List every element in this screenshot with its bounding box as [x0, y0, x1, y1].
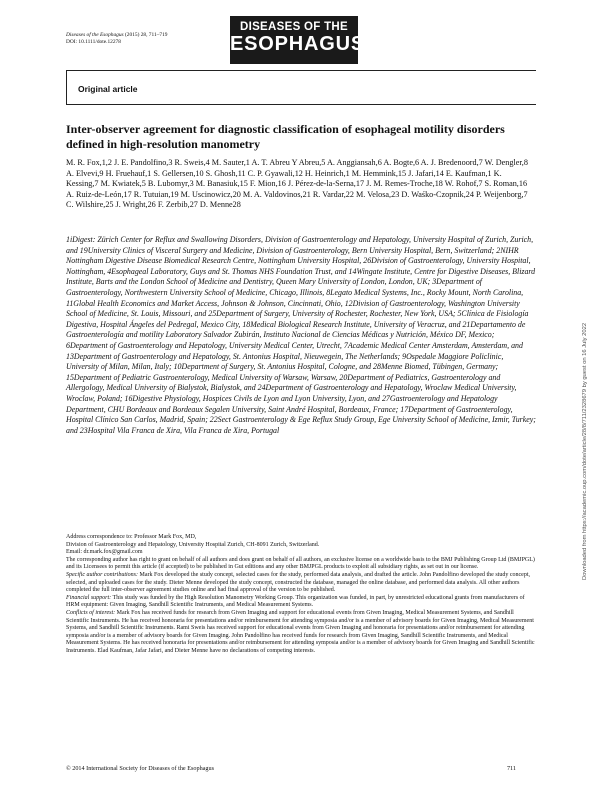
- contrib-label: Specific author contributions:: [66, 571, 138, 578]
- license-statement: The corresponding author has right to grant on behalf of all authors and does grant on behalf of all authors, an exclusive license on a worldwide basis to the BMJ Publishing Group Ltd (BMJPGL) and its Licensees to permit this article (if accepted) to be published in Gut editions and any other BMJPGL products to exploit all subsidiary rights, as set out in our license.: [66, 556, 535, 571]
- logo-line-1: DISEASES OF THE: [239, 21, 349, 33]
- journal-logo: [230, 16, 366, 64]
- page-number: 711: [506, 765, 516, 772]
- financial-support: [66, 595, 536, 610]
- financial-text: This study was funded by the High Resolution Manometry Working Group. This organization was funded, in part, by unrestricted educational grants from manufacturers of HRM equipment: Given Imaging, Sandhill Scientific Instruments, and Medical Measurement Systems.: [66, 594, 525, 609]
- financial-label: Financial support:: [66, 594, 112, 601]
- article-type: Original article: [78, 84, 138, 94]
- header-rule-bottom: [66, 104, 536, 105]
- header-rule-top: [66, 70, 536, 71]
- page-footer: [66, 765, 516, 772]
- logo-line-2: ESOPHAGUS: [230, 33, 366, 55]
- journal-name: Diseases of the Esophagus: [66, 32, 124, 38]
- correspondence-address: Address correspondence to: Professor Mark Fox, MD,: [66, 534, 197, 540]
- copyright: © 2014 International Society for Diseases of the Esophagus: [66, 765, 215, 772]
- journal-volume: (2015) 28, 711–719: [123, 32, 168, 38]
- author-contributions: [66, 572, 536, 595]
- download-watermark: Downloaded from https://academic.oup.com/dote/article/28/8/711/2328679 by guest on 16 July 2022: [582, 322, 588, 580]
- affiliations: 1iDigest: Zürich Center for Reflux and Swallowing Disorders, Division of Gastroenterology and Hepatology, University Hospital of Zurich, Zurich, and 19University Clinics of Visceral Surgery and Medicine, Division of Gastroenterology, Bern University Hospital, Bern, Switzerland; 2NIHR Nottingham Digestive Disease Biomedical Research Centre, Nottingham University Hospital, 26Division of Gastroenterology, University Hospital, Nottingham, 4Esophageal Laboratory, Guys and St. Thomas NHS Foundation Trust, and 14Wingate Institute, Centre for Digestive Diseases, Blizard Institute, Barts and the London School of Medicine and Dentistry, Queen Mary University of London, London, UK; 3Department of Gastroenterology, Northwestern University School of Medicine, Chicago, Illinois, 8Legato Medical Systems, Inc., Rocky Mount, North Carolina, 11Global Health Economics and Market Access, Johnson & Johnson, Cincinnati, Ohio, 12Division of Gastroenterology, Washington University School of Medicine, St. Louis, Missouri, and 25Department of Surgery, University of Rochester, Rochester, New York, USA; 5Clínica de Fisiología Digestiva, Hospital Ángeles del Pedregal, Mexico City, 18Medical Biological Research Institute, University of Veracruz, and 21Departamento de Gastroenterología and motility Laboratory Salvador Zubirán, Instituto Nacional de Ciencias Médicas y Nutrición, México DF, Mexico; 6Department of Gastroenterology and Hepatology, University Medical Center, Utrecht, 7Academic Medical Center Amsterdam, Amsterdam, and 13Department of Gastroenterology and Hepatology, St. Antonius Hospital, Nieuwegein, The Netherlands; 9Ospedale Maggiore Policlinic, University of Milan, Milan, Italy; 10Department of Surgery, St. Antonius Hospital, Cologne, and 28Menne Biomed, Tübingen, Germany; 15Department of Pediatric Gastroenterology, Medical University of Warsaw, Warsaw, 20Department of Pediatrics, Gastroenterology and Allergology, Medical University of Bialystok, Bialystok, and 24Department of Gastroenterology and Hepatology, Wroclaw Medical University, Wroclaw, Poland; 16Digestive Physiology, Hospices Civils de Lyon and Lyon University, Lyon, and 27Gastroenterology and Hepatology Department, CHU Bordeaux and Bordeaux Segalen University, Saint André Hospital, Bordeaux, France; 17Department of Gastroenterology, Hospital Clínico San Carlos, Madrid, Spain; 22Sect Gastroenterology & Ege Reflux Study Group, Ege University School of Medicine, Izmir, Turkey; and 23Hospital Vila Franca de Xira, Vila Franca de Xira, Portugal: [66, 235, 536, 435]
- contrib-text: Mark Fox developed the study concept, selected cases for the study, performed data analysis, and drafted the article. John Pandolfino developed the study concept, selected, and uploaded cases for the study. Dieter Menne developed the study concept, constructed the database, managed the online database, and performed data analysis. All other authors completed the full inter-observer agreement studies online and had final approval of the version to be published.: [66, 571, 530, 594]
- header-rule-left: [66, 70, 67, 105]
- author-list: M. R. Fox,1,2 J. E. Pandolfino,3 R. Sweis,4 M. Sauter,1 A. T. Abreu Y Abreu,5 A. Anggiansah,6 A. Bogte,6 A. J. Bredenoord,7 W. Dengler,8 A. Elvevi,9 H. Fruehauf,1 S. Gellersen,10 S. Ghosh,11 C. P. Gyawali,12 H. Heinrich,1 M. Hemmink,15 J. Jafari,14 E. Kaufman,1 K. Kessing,7 M. Kwiatek,5 B. Lubomyr,3 M. Banasiuk,15 F. Mion,16 J. Pérez-de-la-Serna,17 J. M. Remes-Troche,18 W. Rohof,7 S. Roman,16 A. Ruiz-de-León,17 R. Tutuian,19 M. Uscinowicz,20 M. A. Valdovinos,21 R. Vardar,22 M. Velosa,23 D. Waśko-Czopnik,24 P. Weijenborg,7 C. Wilshire,25 J. Wright,26 F. Zerbib,27 D. Menne28: [66, 158, 528, 210]
- correspondence-block: [66, 534, 536, 656]
- journal-citation: [66, 32, 167, 46]
- correspondence-division: Division of Gastroenterology and Hepatology, University Hospital Zurich, CH-8091 Zurich, Switzerland.: [66, 541, 320, 548]
- doi: DOI: 10.1111/dote.12278: [66, 39, 121, 45]
- conflicts-label: Conflicts of interest:: [66, 609, 116, 616]
- correspondence-email: Email: dr.mark.fox@gmail.com: [66, 549, 143, 556]
- conflicts-of-interest: [66, 610, 536, 656]
- conflicts-text: Mark Fox has received funds for research from Given Imaging and support for educational events from Given Imaging, Medical Measurement Systems, and Sandhill Scientific Instruments. He has received honoraria for presentations and/or reimbursement for attending symposia and/or is a member of advisory boards for Given Imaging, Medical Measurement Systems, and Sandhill Scientific Instruments. Rami Sweis has received support for educational events from Given Imaging and honoraria for presentations and/or reimbursement for attending symposia and/or is a member of advisory boards for Given Imaging. John Pandolfino has received funds for research from Given Imaging, Sandhill Scientific Instruments, and Medical Measurement Systems. He has received honoraria for presentations and/or reimbursement for attending symposia and/or is a member of advisory boards for Given Imaging and Sandhill Scientific Instruments. Elad Kaufman, Jafar Jafari, and Dieter Menne have no declarations of competing interests.: [66, 609, 535, 654]
- article-title: Inter-observer agreement for diagnostic classification of esophageal motility disorders defined in high-resolution manometry: [66, 122, 505, 151]
